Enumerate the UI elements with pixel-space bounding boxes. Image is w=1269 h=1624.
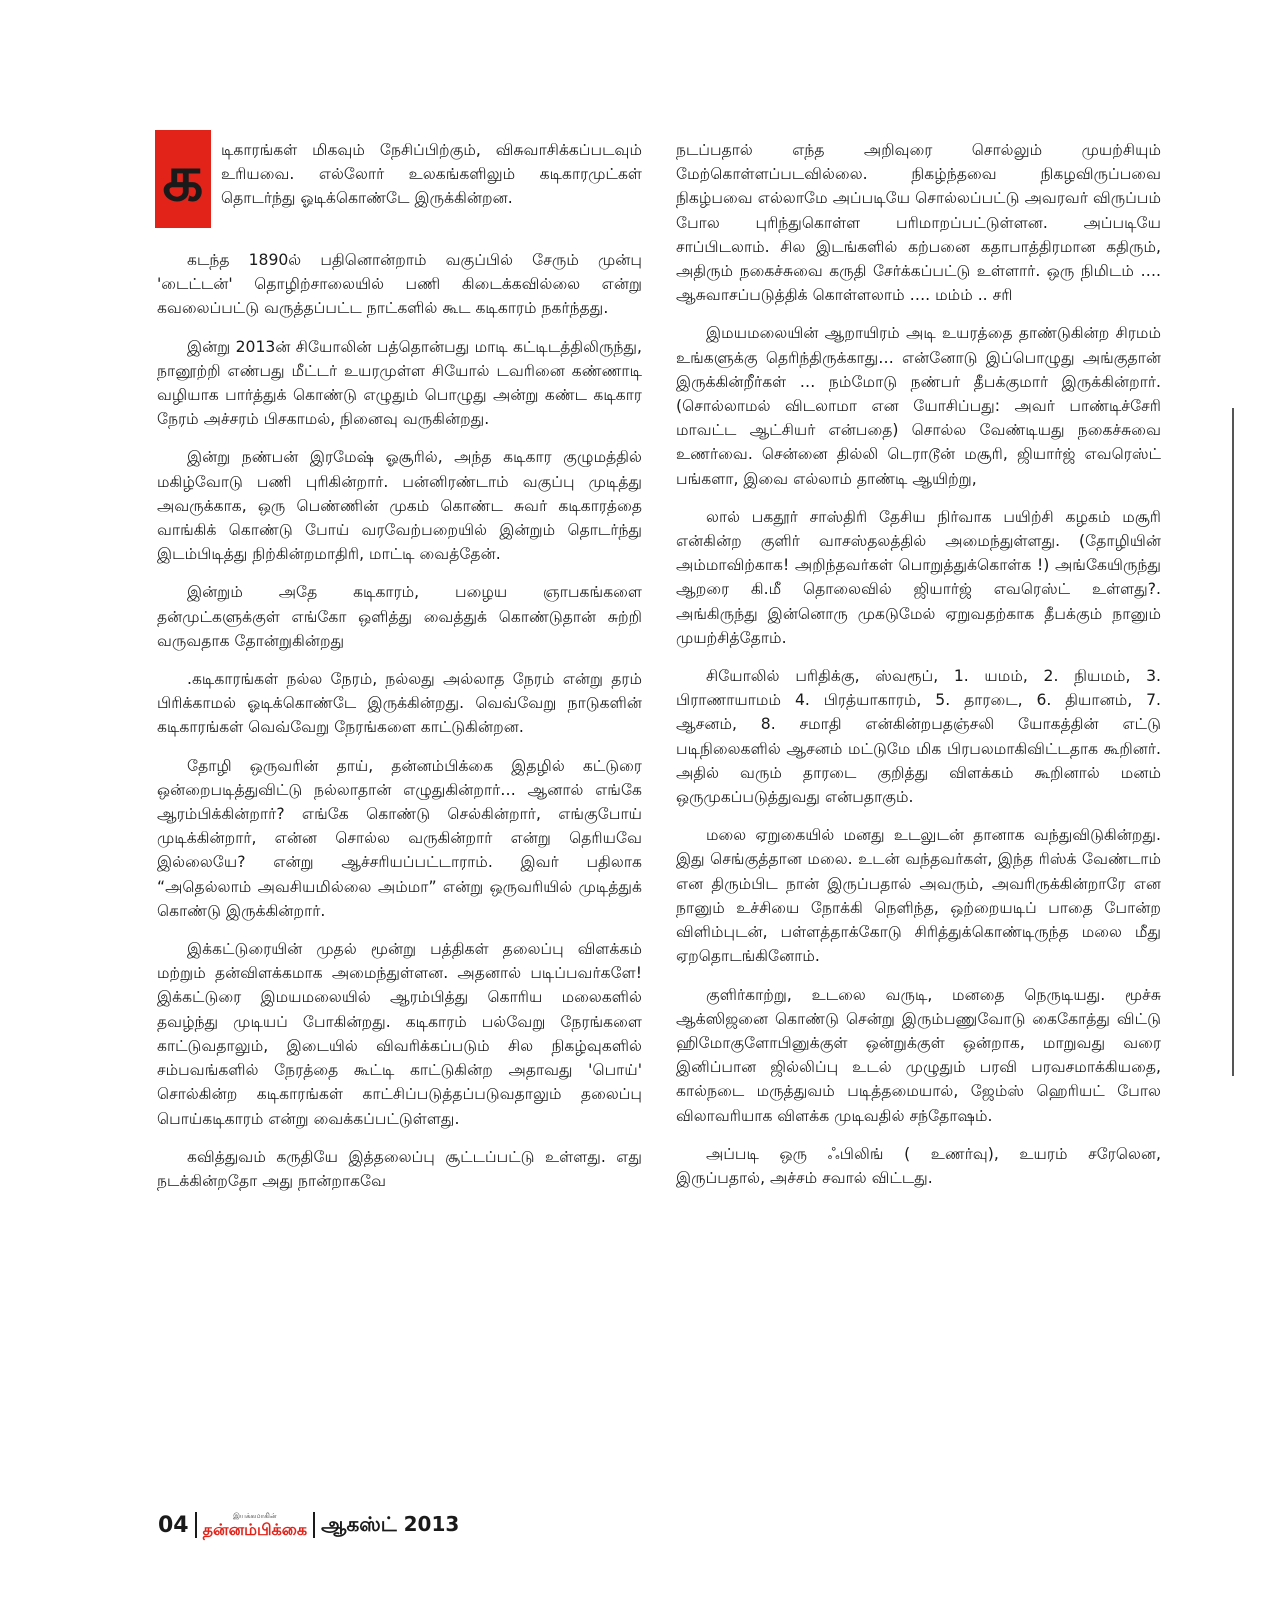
paragraph: இக்கட்டுரையின் முதல் மூன்று பத்திகள் தலைப்பு விளக்கம் மற்றும் தன்விளக்கமாக அமைந்துள்ளன. அதனால் படிப்பவர்களே! இக்கட்டுரை இமயமலையில் ஆரம்பித்து கொரிய மலைகளில் தவழ்ந்து முடியப் போகின்றது. கடிகாரம் பல்வேறு நேரங்களை காட்டுவதாலும், இடையில் விவரிக்கப்படும் சில நிகழ்வுகளில் சம்பவங்களில் நேரத்தை கூட்டி காட்டுகின்ற அதாவது 'பொய்' சொல்கின்ற கடிகாரங்கள் காட்சிப்படுத்தப்படுவதாலும் தலைப்பு பொய்கடிகாரம் என்று வைக்கப்பட்டுள்ளது. bbox=[157, 940, 642, 1128]
opening-paragraph-block bbox=[157, 138, 642, 234]
footer-divider bbox=[313, 1512, 315, 1538]
paragraph: .கடிகாரங்கள் நல்ல நேரம், நல்லது அல்லாத நேரம் என்று தரம் பிரிக்காமல் ஓடிக்கொண்டே இருக்கின்றது. வெவ்வேறு நாடுகளின் கடிகாரங்கள் வெவ்வேறு நேரங்களை காட்டுகின்றன. bbox=[157, 670, 642, 737]
paragraph: மலை ஏறுகையில் மனது உடலுடன் தானாக வந்துவிடுகின்றது. இது செங்குத்தான மலை. உடன் வந்தவர்கள், இந்த ரிஸ்க் வேண்டாம் என திரும்பிட நான் இருப்பதால் அவரும், அவரிருக்கின்றாரே என நானும் உச்சியை நோக்கி நெளிந்த, ஒற்றையடிப் பாதை போன்ற விளிம்புடன், பள்ளத்தாக்கோடு சிரித்துக்கொண்டிருந்த மலை மீது ஏறதொடங்கினோம். bbox=[676, 826, 1161, 966]
paragraph: இன்று 2013ன் சியோலின் பத்தொன்பது மாடி கட்டிடத்திலிருந்து, நானூற்றி எண்பது மீட்டர் உயரமுள்ள சியோல் டவரினை கண்ணாடி வழியாக பார்த்துக் கொண்டு எழுதும் பொழுது அன்று கண்ட கடிகார நேரம் அச்சரம் பிசகாமல், நினைவு வருகின்றது. bbox=[157, 337, 642, 429]
side-rule bbox=[1232, 408, 1234, 1076]
paragraph: நடப்பதால் எந்த அறிவுரை சொல்லும் முயற்சியும் மேற்கொள்ளப்படவில்லை. நிகழ்ந்தவை நிகழவிருப்பவை நிகழ்பவை எல்லாமே அப்படியே சொல்லப்பட்டு அவரவர் விருப்பம் போல புரிந்துகொள்ள பரிமாறப்பட்டுள்ளன. அப்படியே சாப்பிடலாம். சில இடங்களில் கற்பனை கதாபாத்திரமான கதிரும், அதிரும் நகைச்சுவை கருதி சேர்க்கப்பட்டு உள்ளார். ஒரு நிமிடம் …. ஆசுவாசப்படுத்திக் கொள்ளலாம் …. மம்ம் .. சரி bbox=[676, 141, 1161, 305]
paragraph: கடந்த 1890ல் பதினொன்றாம் வகுப்பில் சேரும் முன்பு 'டைட்டன்' தொழிற்சாலையில் பணி கிடைக்கவில்லை என்று கவலைப்பட்டு வருத்தப்பட்ட நாட்களில் கூட கடிகாரம் நகர்ந்தது. bbox=[157, 251, 642, 318]
paragraph: லால் பகதூர் சாஸ்திரி தேசிய நிர்வாக பயிற்சி கழகம் மசூரி என்கின்ற குளிர் வாசஸ்தலத்தில் அமைந்துள்ளது. (தோழியின் அம்மாவிற்காக! அறிந்தவர்கள் பொறுத்துக்கொள்க !) அங்கேயிருந்து ஆறரை கி.மீ தொலைவில் ஜியார்ஜ் எவரெஸ்ட் உள்ளது?. அங்கிருந்து இன்னொரு முகடுமேல் ஏறுவதற்காக தீபக்கும் நானும் முயற்சித்தோம். bbox=[676, 507, 1161, 647]
paragraph: கவித்துவம் கருதியே இத்தலைப்பு சூட்டப்பட்டு உள்ளது. எது நடக்கின்றதோ அது நான்றாகவே bbox=[157, 1147, 642, 1190]
page-number: 04 bbox=[158, 1512, 189, 1538]
magazine-logo-name: தன்னம்பிக்கை bbox=[202, 1519, 308, 1539]
paragraph: அப்படி ஒரு ஃபிலிங் ( உணர்வு), உயரம் சரேலென, இருப்பதால், அச்சம் சவால் விட்டது. bbox=[676, 1144, 1161, 1187]
paragraph: இமயமலையின் ஆறாயிரம் அடி உயரத்தை தாண்டுகின்ற சிரமம் உங்களுக்கு தெரிந்திருக்காது… என்னோடு இப்பொழுது அங்குதான் இருக்கின்றீர்கள் … நம்மோடு நண்பர் தீபக்குமார் இருக்கின்றார். (சொல்லாமல் விடலாமா என யோசிப்பது: அவர் பாண்டிச்சேரி மாவட்ட ஆட்சியர் என்பதை) சொல்ல வேண்டியது நகைச்சுவை உணர்வை. சென்னை தில்லி டெராடூன் மசூரி, ஜியார்ஜ் எவரெஸ்ட் பங்களா, இவை எல்லாம் தாண்டி ஆயிற்று, bbox=[676, 324, 1161, 488]
opening-paragraph: டிகாரங்கள் மிகவும் நேசிப்பிற்கும், விசுவாசிக்கப்படவும் உரியவை. எல்லோர் உலகங்களிலும் கடிகாரமுட்கள் தொடர்ந்து ஓடிக்கொண்டே இருக்கின்றன. bbox=[221, 141, 642, 208]
paragraph: குளிர்காற்று, உடலை வருடி, மனதை நெருடியது. மூச்சு ஆக்ஸிஜனை கொண்டு சென்று இரும்பணுவோடு கைகோத்து விட்டு ஹிமோகுளோபினுக்குள் ஒன்றுக்குள் ஒன்றாக, மாறுவது வரை இனிப்பான ஜில்லிப்பு உடல் முழுதும் பரவி பரவசமாக்கியதை, கால்நடை மருத்துவம் படித்தமையால், ஜேம்ஸ் ஹெரியட் போல விலாவரியாக விளக்க முடிவதில் சந்தோஷம். bbox=[676, 985, 1161, 1125]
footer-divider bbox=[195, 1512, 197, 1538]
paragraph: சியோலில் பரிதிக்கு, ஸ்வரூப், 1. யமம், 2. நியமம், 3. பிராணாயாமம் 4. பிரத்யாகாரம், 5. தாரடை, 6. தியானம், 7. ஆசனம், 8. சமாதி என்கின்றபதஞ்சலி யோகத்தின் எட்டு படிநிலைகளில் ஆசனம் மட்டுமே மிக பிரபலமாகிவிட்டதாக கூறினர். அதில் வரும் தாரடை குறித்து விளக்கம் கூறினால் மனம் ஒருமுகப்படுத்துவது என்பதாகும். bbox=[676, 667, 1161, 807]
paragraph: தோழி ஒருவரின் தாய், தன்னம்பிக்கை இதழில் கட்டுரை ஒன்றைபடித்துவிட்டு நல்லாதான் எழுதுகின்றார்… ஆனால் எங்கே ஆரம்பிக்கின்றார்? எங்கே கொண்டு செல்கின்றார், எங்குபோய் முடிக்கின்றார், என்ன சொல்ல வருகின்றார் என்று தெரியவே இல்லையே? என்று ஆச்சரியப்பட்டாராம். இவர் பதிலாக “அதெல்லாம் அவசியமில்லை அம்மா” என்று ஒருவரியில் முடித்துக் கொண்டு இருக்கின்றார். bbox=[157, 756, 642, 920]
drop-cap: க bbox=[155, 130, 211, 228]
right-column bbox=[676, 138, 1161, 1204]
issue-month: ஆகஸ்ட் 2013 bbox=[321, 1511, 460, 1536]
paragraph: இன்றும் அதே கடிகாரம், பழைய ஞாபகங்களை தன்முட்களுக்குள் எங்கோ ஒளித்து வைத்துக் கொண்டுதான் சுற்றி வருவதாக தோன்றுகின்றது bbox=[157, 583, 642, 650]
paragraph: இன்று நண்பன் இரமேஷ் ஓசூரில், அந்த கடிகார குழுமத்தில் மகிழ்வோடு பணி புரிகின்றார். பன்னிரண்டாம் வகுப்பு முடித்து அவருக்காக, ஒரு பெண்ணின் முகம் கொண்ட சுவர் கடிகாரத்தை வாங்கிக் கொண்டு போய் வரவேற்பறையில் இன்றும் தொடர்ந்து இடம்பிடித்து நிற்கின்றமாதிரி, மாட்டி வைத்தேன். bbox=[157, 448, 642, 564]
magazine-logo bbox=[203, 1513, 308, 1538]
left-column bbox=[157, 138, 642, 1207]
magazine-logo-tagline: இயக்கமாகின் bbox=[233, 1511, 277, 1520]
page-footer bbox=[158, 1508, 459, 1542]
